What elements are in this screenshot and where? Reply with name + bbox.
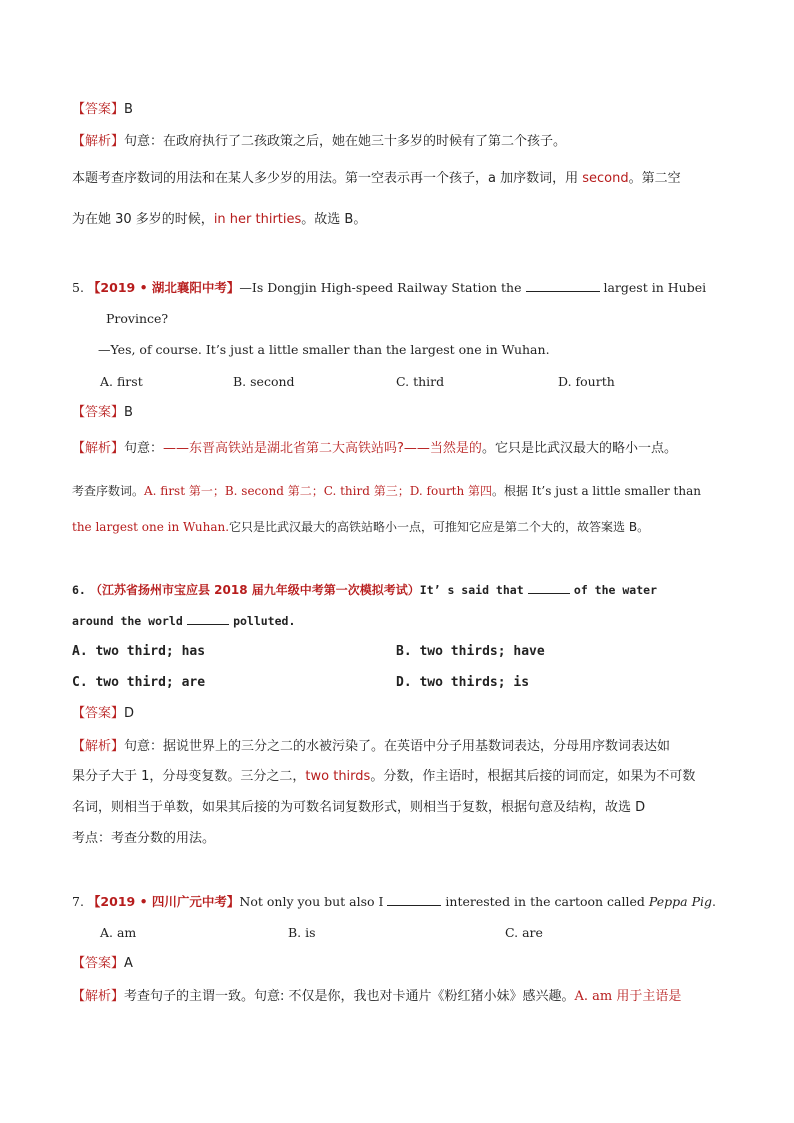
answer-blank — [387, 893, 441, 906]
answer-tag: 【答案】 — [72, 405, 125, 420]
q7-analysis-line-1: 【解析】考查句子的主谓一致。句意: 不仅是你，我也对卡通片《粉红猪小妹》感兴趣。A. am 用于主语是 — [72, 989, 682, 1004]
analysis-tag: 【解析】 — [72, 134, 125, 149]
q6-analysis-line-3: 名词，则相当于单数，如果其后接的为可数名词复数形式，则相当于复数，根据句意及结构，故选 D — [72, 800, 646, 815]
answer-blank — [528, 581, 570, 594]
q7-answer — [72, 955, 133, 973]
q6-analysis-line-1: 【解析】句意：据说世界上的三分之二的水被污染了。在英语中分子用基数词表达，分母用序数词表达如 — [72, 739, 671, 754]
q5-stem-cont: Province? — [106, 311, 169, 326]
q6-point: 考点：考查分数的用法。 — [72, 831, 216, 846]
q5-analysis-line-1: 【解析】句意：——东晋高铁站是湖北省第二大高铁站吗?——当然是的。它只是比武汉最大的略小一点。 — [72, 441, 677, 456]
q5-stem: 5. 【2019 • 湖北襄阳中考】—Is Dongjin High-speed Railway Station the largest in Hubei — [72, 280, 707, 295]
q5-analysis-line-3: the largest one in Wuhan.它只是比武汉最大的高铁站略小一点，可推知它应是第二个大的，故答案选 B。 — [72, 520, 650, 534]
answer-value: B — [124, 102, 133, 117]
q6-analysis-line-2: 果分子大于 1，分母变复数。三分之二，two thirds。分数，作主语时，根据其后接的词而定，如果为不可数 — [72, 769, 696, 784]
q7-stem: 7. 【2019 • 四川广元中考】Not only you but also I interested in the cartoon called Peppa Pig. — [72, 894, 716, 909]
q7-option-a: A. am — [100, 925, 137, 940]
question-number: 5. — [72, 280, 84, 295]
question-source: 【2019 • 湖北襄阳中考】 — [87, 280, 240, 295]
q6-stem-cont: around the world polluted. — [72, 614, 296, 628]
question-number: 7. — [72, 894, 84, 909]
prev-answer — [72, 101, 133, 119]
prev-analysis-line-2: 本题考查序数词的用法和在某人多少岁的用法。第一空表示再一个孩子，a 加序数词，用 second。第二空 — [72, 171, 681, 186]
answer-tag: 【答案】 — [72, 102, 125, 117]
answer-tag: 【答案】 — [72, 956, 125, 971]
q5-option-b: B. second — [233, 374, 295, 389]
answer-blank — [526, 279, 600, 292]
question-source: 【2019 • 四川广元中考】 — [87, 894, 240, 909]
analysis-tag: 【解析】 — [72, 989, 125, 1004]
analysis-tag: 【解析】 — [72, 739, 125, 754]
q5-answer — [72, 404, 133, 422]
q5-reply: —Yes, of course. It’s just a little smaller than the largest one in Wuhan. — [98, 342, 550, 357]
question-source: （江苏省扬州市宝应县 2018 届九年级中考第一次模拟考试） — [90, 583, 420, 597]
q6-option-d: D. two thirds; is — [396, 675, 530, 690]
q7-option-b: B. is — [288, 925, 316, 940]
q5-option-d: D. fourth — [558, 374, 615, 389]
q5-analysis-line-2: 考查序数词。A. first 第一；B. second 第二；C. third 第三；D. fourth 第四。根据 It’s just a little smaller than — [72, 484, 701, 498]
q5-option-a: A. first — [100, 374, 143, 389]
q7-option-c: C. are — [505, 925, 543, 940]
answer-blank — [187, 612, 229, 625]
answer-tag: 【答案】 — [72, 706, 125, 721]
answer-value: A — [124, 956, 133, 971]
q6-stem: 6. （江苏省扬州市宝应县 2018 届九年级中考第一次模拟考试）It’ s said that of the water — [72, 583, 657, 597]
prev-analysis-line-1: 【解析】句意：在政府执行了二孩政策之后，她在她三十多岁的时候有了第二个孩子。 — [72, 134, 567, 149]
q5-option-c: C. third — [396, 374, 445, 389]
q6-option-b: B. two thirds; have — [396, 644, 545, 659]
analysis-tag: 【解析】 — [72, 441, 125, 456]
q6-option-a: A. two third; has — [72, 644, 206, 659]
prev-analysis-line-3: 为在她 30 多岁的时候，in her thirties。故选 B。 — [72, 212, 367, 227]
q6-option-c: C. two third; are — [72, 675, 206, 690]
answer-value: D — [124, 706, 135, 721]
question-number: 6. — [72, 583, 86, 597]
answer-value: B — [124, 405, 133, 420]
q6-answer — [72, 705, 134, 723]
